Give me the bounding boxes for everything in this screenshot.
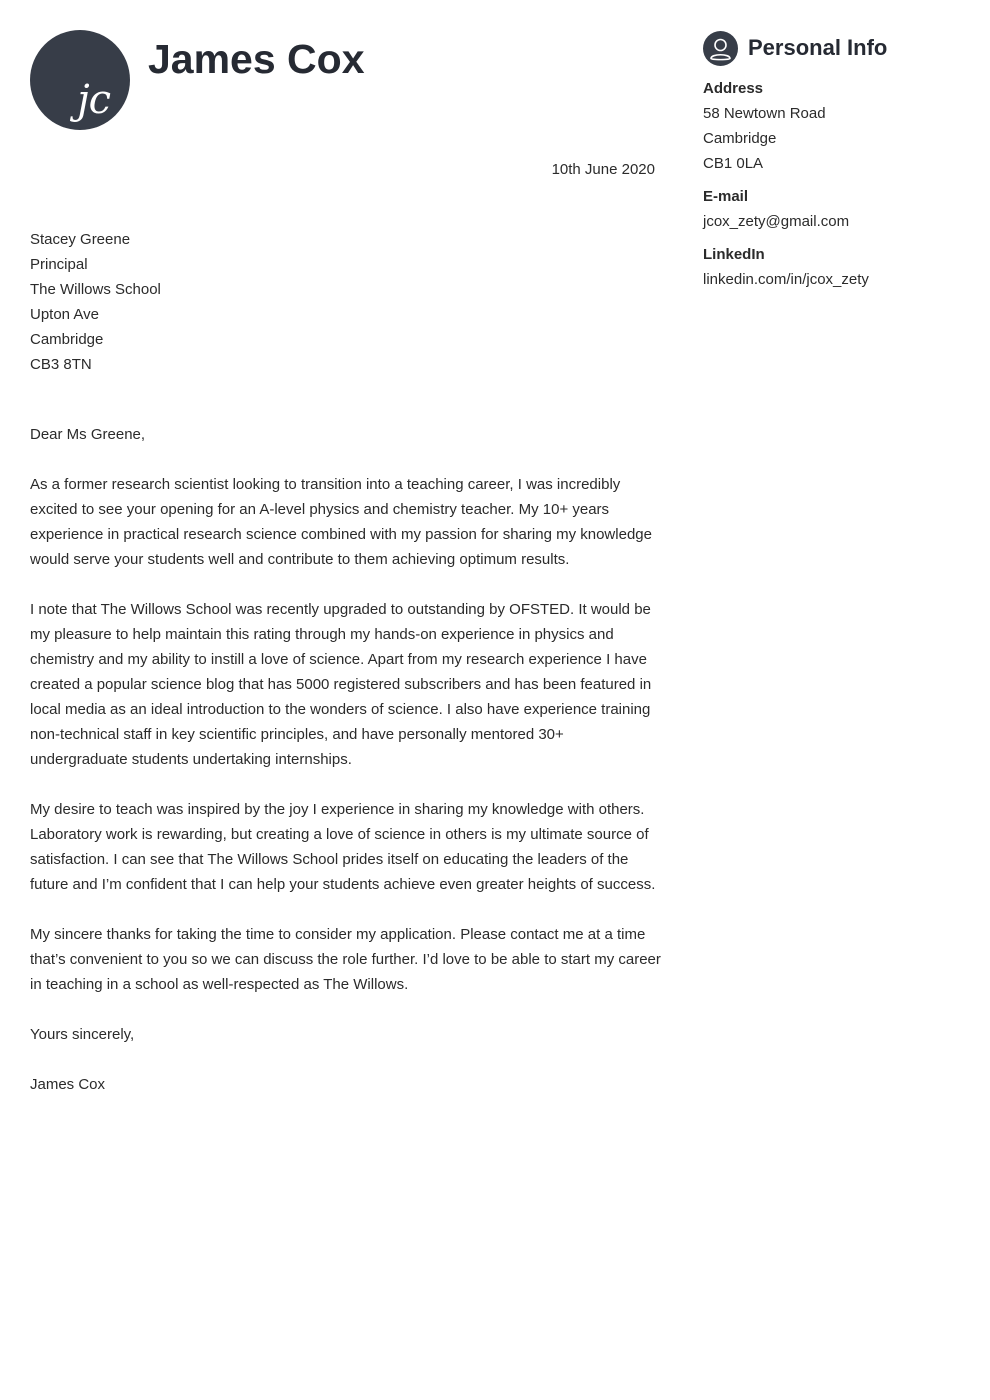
closing: Yours sincerely, bbox=[30, 1026, 135, 1043]
text-line: experience in practical research science combined with my passion for sharing my knowledge bbox=[30, 526, 652, 543]
text-line: non-technical staff in key scientific principles, and have personally mentored 30+ bbox=[30, 726, 564, 743]
recipient-street: Upton Ave bbox=[30, 306, 99, 323]
applicant-name: James Cox bbox=[148, 36, 365, 82]
address-section bbox=[703, 76, 826, 176]
personal-info-title: Personal Info bbox=[748, 35, 888, 60]
text-line: that’s convenient to you so we can discuss the role further. I’d love to be able to start my career bbox=[30, 951, 661, 968]
recipient-city: Cambridge bbox=[30, 331, 104, 348]
letter-column bbox=[30, 30, 662, 1093]
recipient-title: Principal bbox=[30, 256, 88, 273]
email-section bbox=[703, 184, 849, 234]
monogram-initials: jc bbox=[77, 77, 110, 123]
letter-body bbox=[30, 422, 662, 1122]
text-line: chemistry and my ability to instill a love of science. Apart from my research experience I have bbox=[30, 651, 647, 668]
salutation: Dear Ms Greene, bbox=[30, 426, 146, 443]
email-value[interactable]: jcox_zety@gmail.com bbox=[703, 213, 850, 230]
email-label: E-mail bbox=[703, 188, 749, 205]
text-line: I note that The Willows School was recently upgraded to outstanding by OFSTED. It would be bbox=[30, 601, 651, 618]
linkedin-value[interactable]: linkedin.com/in/jcox_zety bbox=[703, 271, 869, 288]
text-line: future and I’m confident that I can help your students achieve even greater heights of success. bbox=[30, 876, 656, 893]
personal-info-header bbox=[703, 30, 963, 66]
address-line: Cambridge bbox=[703, 130, 777, 147]
linkedin-label: LinkedIn bbox=[703, 246, 765, 263]
letter-date: 10th June 2020 bbox=[551, 161, 655, 178]
text-line: satisfaction. I can see that The Willows School prides itself on educating the leaders of the bbox=[30, 851, 629, 868]
text-line: local media as an ideal introduction to the wonders of science. I also have experience training bbox=[30, 701, 651, 718]
recipient-address bbox=[30, 227, 161, 377]
text-line: As a former research scientist looking to transition into a teaching career, I was incredibly bbox=[30, 476, 621, 493]
personal-info-sidebar bbox=[703, 30, 963, 288]
address-label: Address bbox=[703, 80, 764, 97]
paragraph-2 bbox=[30, 597, 662, 772]
paragraph-3 bbox=[30, 797, 662, 897]
text-line: would serve your students well and contribute to them achieving optimum results. bbox=[30, 551, 570, 568]
text-line: excited to see your opening for an A-level physics and chemistry teacher. My 10+ years bbox=[30, 501, 610, 518]
text-line: created a popular science blog that has 5000 registered subscribers and has been featured in bbox=[30, 676, 652, 693]
linkedin-section bbox=[703, 242, 869, 292]
monogram-logo bbox=[30, 30, 130, 130]
text-line: undergraduate students undertaking internships. bbox=[30, 751, 352, 768]
address-line: 58 Newtown Road bbox=[703, 105, 826, 122]
text-line: in teaching in a school as well-respected as The Willows. bbox=[30, 976, 409, 993]
person-icon bbox=[703, 31, 738, 66]
text-line: My sincere thanks for taking the time to consider my application. Please contact me at a time bbox=[30, 926, 646, 943]
paragraph-4 bbox=[30, 922, 662, 997]
recipient-name: Stacey Greene bbox=[30, 231, 131, 248]
text-line: My desire to teach was inspired by the joy I experience in sharing my knowledge with others. bbox=[30, 801, 645, 818]
text-line: my pleasure to help maintain this rating through my hands-on experience in physics and bbox=[30, 626, 614, 643]
signature: James Cox bbox=[30, 1076, 106, 1093]
recipient-postcode: CB3 8TN bbox=[30, 356, 92, 373]
address-line: CB1 0LA bbox=[703, 155, 764, 172]
recipient-organization: The Willows School bbox=[30, 281, 161, 298]
text-line: Laboratory work is rewarding, but creating a love of science in others is my ultimate source of bbox=[30, 826, 649, 843]
letter-header bbox=[30, 30, 662, 130]
paragraph-1 bbox=[30, 472, 662, 572]
